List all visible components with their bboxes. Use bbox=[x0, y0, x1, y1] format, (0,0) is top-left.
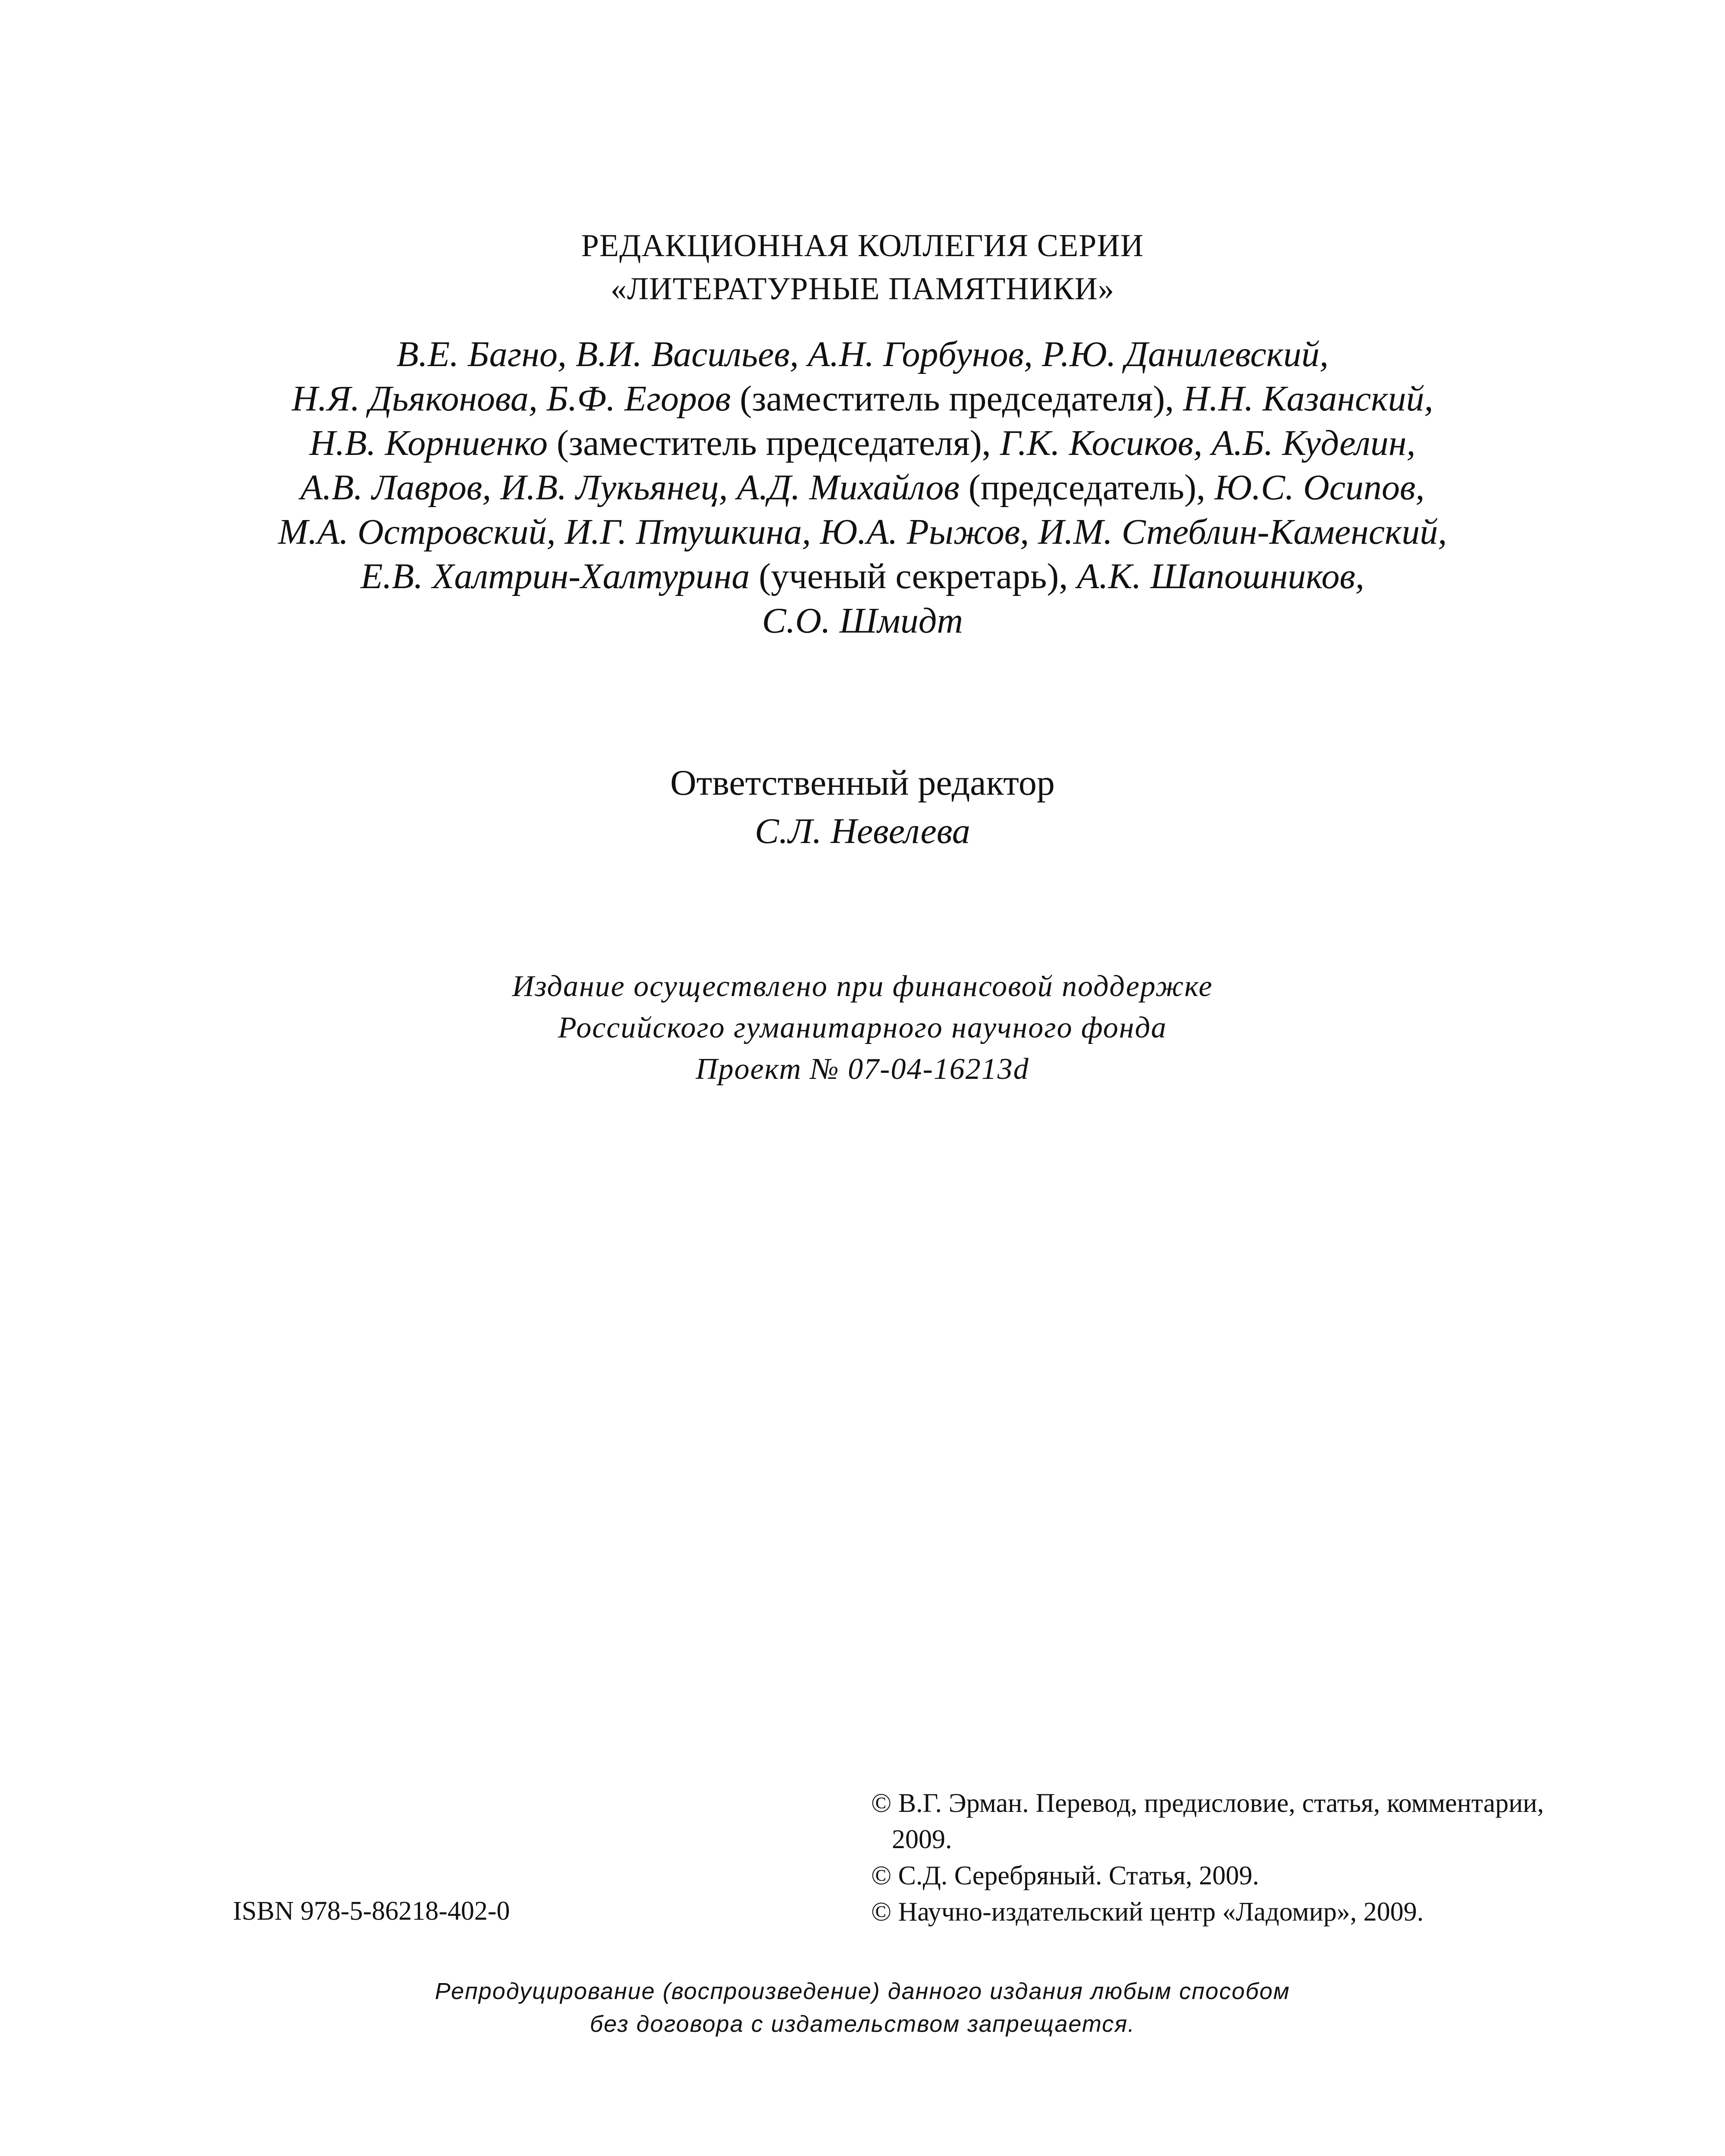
reproduction-line-2: без договора с издательством запрещается. bbox=[590, 2011, 1135, 2037]
board-line bbox=[0, 510, 1725, 554]
board-names: Н.Я. Дьяконова, Б.Ф. Егоров bbox=[292, 379, 731, 419]
reproduction-notice bbox=[0, 1975, 1725, 2040]
board-names: В.Е. Багно, В.И. Васильев, А.Н. Горбунов, Р.Ю. Данилевский, bbox=[396, 334, 1329, 374]
copyright-line: © С.Д. Серебряный. Статья, 2009. bbox=[871, 1861, 1259, 1890]
board-names: Н.В. Корниенко bbox=[309, 423, 548, 463]
board-names: Н.Н. Казанский, bbox=[1183, 379, 1433, 419]
reproduction-line-1: Репродуцирование (воспроизведение) данного издания любым способом bbox=[435, 1978, 1290, 2004]
board-line bbox=[0, 599, 1725, 643]
project-number: Проект № 07-04-16213d bbox=[696, 1053, 1029, 1086]
heading-line-2: «ЛИТЕРАТУРНЫЕ ПАМЯТНИКИ» bbox=[610, 271, 1114, 307]
board-line bbox=[0, 376, 1725, 421]
copyright-line: © Научно-издательский центр «Ладомир», 2009. bbox=[871, 1897, 1424, 1927]
editor-label: Ответственный редактор bbox=[670, 763, 1055, 803]
board-names: Е.В. Халтрин-Халтурина bbox=[361, 556, 750, 596]
board-role: (заместитель председателя), bbox=[547, 423, 1000, 463]
heading-line-1: РЕДАКЦИОННАЯ КОЛЛЕГИЯ СЕРИИ bbox=[581, 228, 1144, 263]
board-names: А.В. Лавров, И.В. Лукьянец, А.Д. Михайлов bbox=[300, 467, 960, 508]
board-names: Ю.С. Осипов, bbox=[1214, 467, 1425, 508]
board-line bbox=[0, 421, 1725, 465]
responsible-editor bbox=[0, 759, 1725, 856]
copyright-notices bbox=[871, 1785, 1544, 1930]
isbn: ISBN 978-5-86218-402-0 bbox=[233, 1896, 510, 1926]
funding-notice bbox=[0, 966, 1725, 1090]
board-role: (заместитель председателя), bbox=[731, 379, 1183, 419]
board-names: С.О. Шмидт bbox=[762, 601, 963, 641]
board-line bbox=[0, 554, 1725, 599]
board-role: (председатель), bbox=[959, 467, 1215, 508]
editor-name: С.Л. Невелева bbox=[755, 811, 970, 851]
board-line bbox=[0, 332, 1725, 376]
editorial-board-members bbox=[0, 332, 1725, 643]
board-names: Г.К. Косиков, А.Б. Куделин, bbox=[1000, 423, 1416, 463]
funding-line-2: Российского гуманитарного научного фонда bbox=[558, 1011, 1167, 1044]
board-names: А.К. Шапошников, bbox=[1077, 556, 1364, 596]
copyright-line: © В.Г. Эрман. Перевод, предисловие, статья, комментарии, 2009. bbox=[871, 1789, 1544, 1854]
funding-line-1: Издание осуществлено при финансовой поддержке bbox=[512, 970, 1213, 1003]
board-role: (ученый секретарь), bbox=[750, 556, 1077, 596]
board-names: М.А. Островский, И.Г. Птушкина, Ю.А. Рыжов, И.М. Стеблин-Каменский, bbox=[278, 512, 1447, 552]
board-line bbox=[0, 465, 1725, 510]
editorial-board-heading bbox=[0, 224, 1725, 310]
